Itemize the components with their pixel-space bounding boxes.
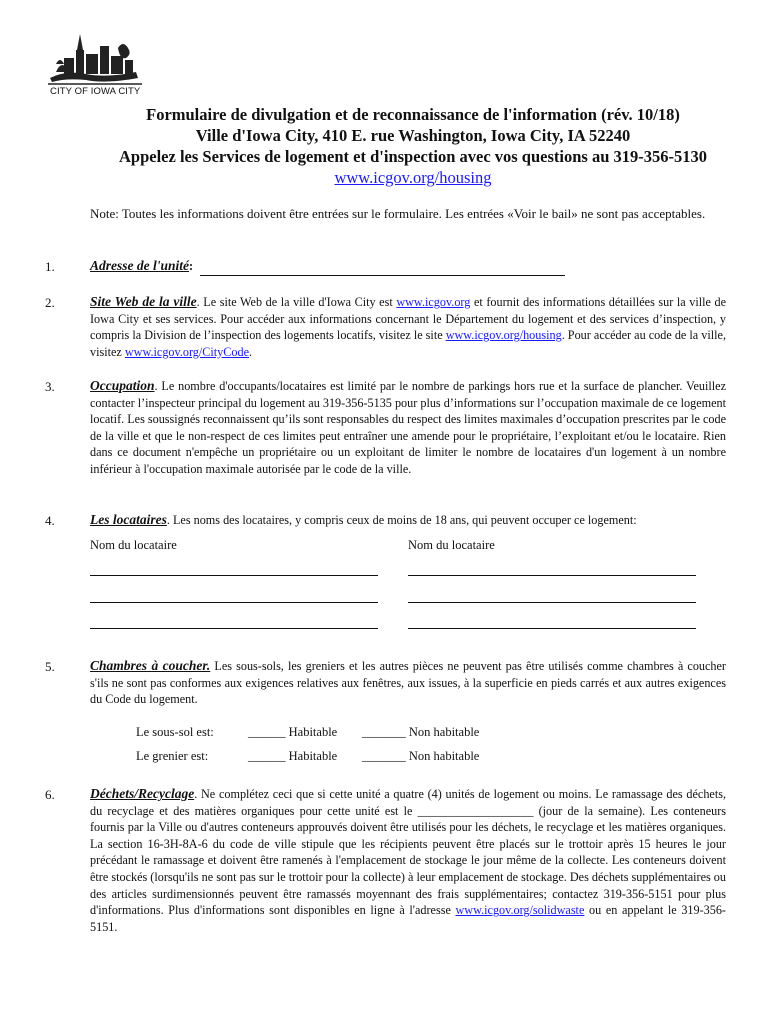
item-number: 3. — [45, 379, 55, 394]
section-waste-recycling — [90, 786, 726, 935]
contact-line: Appelez les Services de logement et d'inspection avec vos questions au 319-356-5130 — [119, 147, 707, 166]
city-website-heading: Site Web de la ville — [90, 294, 197, 309]
item-number: 5. — [45, 659, 55, 674]
basement-habitable-option[interactable]: ______ Habitable — [248, 725, 338, 739]
logo-caption: CITY OF IOWA CITY — [50, 86, 141, 97]
text: . Ne complétez ceci que si cette unité a quatre (4) unités de logement ou moins. Le ramassage des déchets, du recyclage et des matières organiques pour cette unité est le ___________________ (jour de la semaine). Les conteneurs fournis par la Ville ou d'autres conteneurs approuvés doivent être utilisés pour les déchets, le recyclage et les matières organiques. La section 16-3H-8A-6 du code de ville stipule que les récipients peuvent être placés sur le trottoir après 15 heures le jour précédant le ramassage et doivent être ramenés à l'emplacement de stockage le jour même de la collecte. Les conteneurs doivent être stockés (lorsqu'ils ne sont pas sur le trottoir pour la collecte) à leur emplacement de stockage. Des déchets supplémentaires ou des articles surdimensionnés peuvent être ramassés moyennant des frais supplémentaires; contactez 319-356-5151 pour plus d'informations. Plus d'informations sont disponibles en ligne à l'adresse — [90, 787, 726, 918]
attic-non-habitable-option[interactable]: _______ Non habitable — [362, 749, 480, 763]
city-address: Ville d'Iowa City, 410 E. rue Washington, Iowa City, IA 52240 — [195, 126, 631, 145]
bedrooms-heading: Chambres à coucher. — [90, 658, 211, 673]
form-title: Formulaire de divulgation et de reconnaissance de l'information (rév. 10/18) — [146, 105, 680, 124]
section-unit-address — [90, 258, 726, 276]
tenant-name-field[interactable] — [90, 628, 378, 629]
item-number: 6. — [45, 787, 55, 802]
section-bedrooms — [90, 658, 726, 708]
form-header — [0, 104, 770, 188]
basement-label: Le sous-sol est: — [136, 725, 214, 739]
text: et fournit des informations détaillées sur la ville de Iowa City et ses services. Pour accéder aux informations concernant le Département du logement et des services d’inspection, y compris la Division de l’inspection des logements locatifs, visitez le site — [90, 295, 727, 343]
housing-site-link[interactable]: www.icgov.org/housing — [445, 328, 562, 343]
text: . Pour accéder au code de la ville, visitez — [90, 328, 726, 359]
text: ou en appelant le 319-356-5151. — [90, 903, 726, 934]
attic-habitable-option[interactable]: ______ Habitable — [248, 749, 338, 763]
city-code-link[interactable]: www.icgov.org/CityCode — [124, 344, 249, 359]
item-number: 4. — [45, 513, 55, 528]
solidwaste-link[interactable]: www.icgov.org/solidwaste — [455, 903, 585, 918]
note-text: Note: Toutes les informations doivent être entrées sur le formulaire. Les entrées «Voir le bail» ne sont pas acceptables. — [90, 206, 706, 221]
tenant-name-field[interactable] — [408, 628, 696, 629]
tenant-name-field[interactable] — [90, 575, 378, 576]
item-number: 1. — [45, 259, 55, 274]
text: Les sous-sols, les greniers et les autres pièces ne peuvent pas être utilisés comme chambres à coucher s'ils ne sont pas conformes aux exigences relatives aux fenêtres, aux issues, à la superficie en pieds carrés et aux autres exigences du Code du logement. — [90, 659, 726, 707]
text: . Le nombre d'occupants/locataires est limité par le nombre de parkings hors rue et la surface de plancher. Veuillez contacter l’inspecteur principal du logement au 319-356-5135 pour plus d’informations sur l’occupation maximale de ce logement locatif. Les soussignés reconnaissent qu’ils sont responsables du respect des limites maximales d’occupation prescrites par le code de la ville et que le non-respect de ces limites peut entraîner une amende pour le propriétaire, l’exploitant et/ou le locataire. Rien dans ce document n'empêche un propriétaire ou un exploitant de limiter le nombre de locataires d'un logement à un nombre inférieur à l'occupation maximale autorisée par le code de la ville. — [90, 379, 726, 476]
unit-address-field[interactable] — [200, 258, 565, 276]
tenants-heading: Les locataires — [90, 512, 167, 527]
attic-label: Le grenier est: — [136, 749, 209, 763]
basement-non-habitable-option[interactable]: _______ Non habitable — [362, 725, 480, 739]
city-skyline-icon — [46, 28, 146, 86]
item-number: 2. — [45, 295, 55, 310]
city-logo — [46, 28, 146, 98]
section-city-website — [90, 294, 726, 360]
icgov-link[interactable]: www.icgov.org — [396, 295, 471, 309]
tenant-name-field[interactable] — [90, 602, 378, 603]
text: . Le site Web de la ville d'Iowa City est — [196, 295, 397, 309]
tenant-name-field[interactable] — [408, 575, 696, 576]
unit-address-heading: Adresse de l'unité — [90, 258, 190, 273]
section-occupation — [90, 378, 726, 478]
section-tenants — [90, 512, 726, 529]
housing-link[interactable]: www.icgov.org/housing — [334, 168, 492, 187]
waste-recycling-heading: Déchets/Recyclage — [90, 786, 195, 801]
text: . — [249, 344, 253, 359]
tenant-name-label-right: Nom du locataire — [408, 538, 495, 552]
colon: : — [189, 259, 194, 273]
tenant-name-label-left: Nom du locataire — [90, 538, 177, 552]
occupation-heading: Occupation — [90, 378, 155, 393]
tenant-name-field[interactable] — [408, 602, 696, 603]
text: . Les noms des locataires, y compris ceux de moins de 18 ans, qui peuvent occuper ce logement: — [166, 513, 637, 527]
